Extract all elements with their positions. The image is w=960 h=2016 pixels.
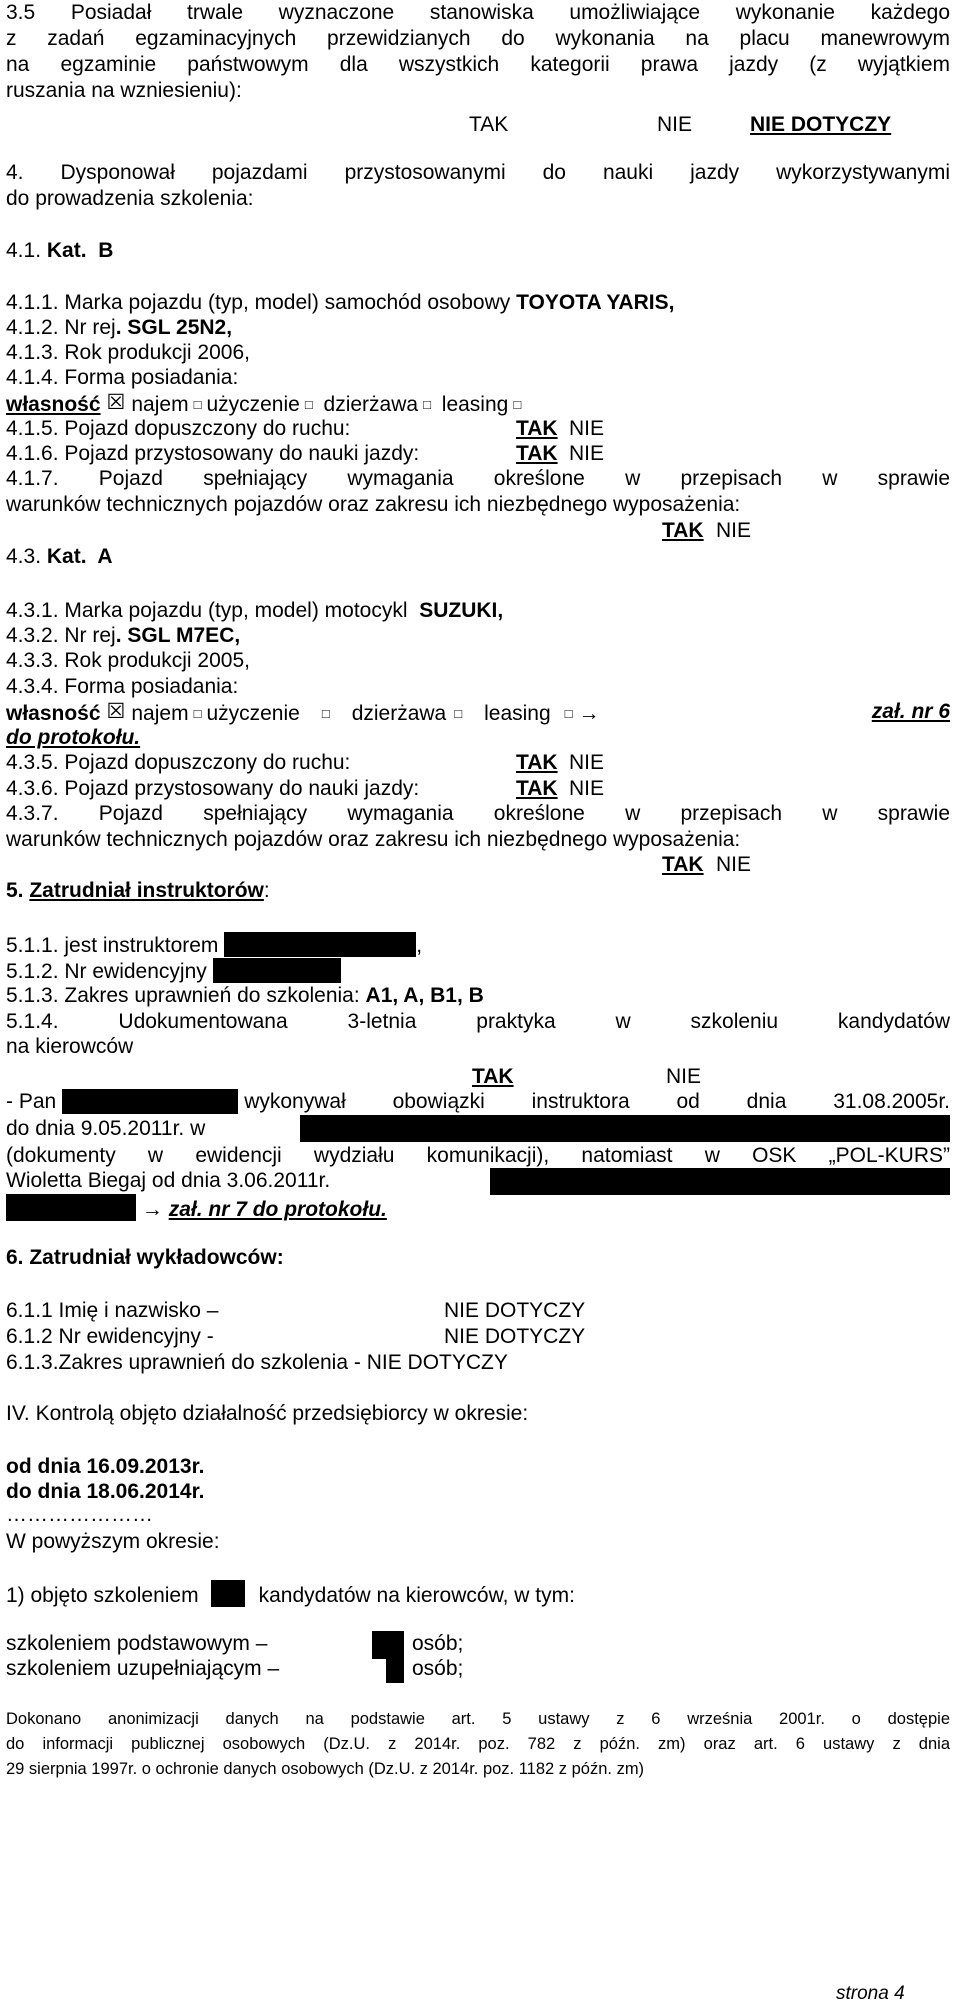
checkbox-icon: □ <box>423 397 431 412</box>
text-line: warunków technicznych pojazdów oraz zakresu ich niezbędnego wyposażenia: <box>6 493 741 516</box>
q-row <box>6 750 950 776</box>
redacted-block <box>490 1168 950 1195</box>
category-label: Kat. A <box>46 545 113 568</box>
dots: ………………… <box>6 1503 153 1526</box>
answer-tak-selected: TAK <box>662 853 704 876</box>
instructor-row: 5.1.1. jest instruktorem , <box>6 934 423 957</box>
vehicle-make <box>6 290 950 316</box>
ownership-najem: najem <box>131 702 189 725</box>
page-number: strona 4 <box>836 1983 905 2004</box>
answer-nie: NIE <box>569 777 605 800</box>
label: 4.1.2. Nr rej <box>6 316 116 339</box>
value: . SGL M7EC, <box>115 624 241 647</box>
period-to: do dnia 18.06.2014r. <box>6 1480 205 1503</box>
redacted-block <box>300 1115 950 1142</box>
q-row <box>6 776 950 802</box>
text-line: warunków technicznych pojazdów oraz zakresu ich niezbędnego wyposażenia: <box>6 828 741 851</box>
text-line: na kierowców <box>6 1035 134 1058</box>
attachment-link-cont[interactable]: do protokołu. <box>6 726 141 749</box>
checked-box-icon: ☒ <box>106 700 126 723</box>
label: 4.3.6. Pojazd przystosowany do nauki jazdy: <box>6 777 420 800</box>
label: 4.3.1. Marka pojazdu (typ, model) motocykl <box>6 599 408 622</box>
option-nie-dotyczy-selected: NIE DOTYCZY <box>750 113 892 136</box>
answer-nie: NIE <box>666 1065 702 1088</box>
option-nie: NIE <box>657 113 693 136</box>
ownership-najem: najem <box>131 393 189 416</box>
text: 1) objęto szkoleniem <box>6 1584 199 1607</box>
text-line: z zadań egzaminacyjnych przewidzianych do wykonania na placu manewrowym <box>6 27 950 50</box>
ownership-row <box>6 699 950 727</box>
footer-line: do informacji publicznej osobowych (Dz.U. z 2014r. poz. 782 z późn. zm) oraz art. 6 ustawy z dnia <box>6 1735 950 1753</box>
text-line: 5.1.4. Udokumentowana 3-letnia praktyka w szkoleniu kandydatów <box>6 1010 950 1033</box>
attachment-row <box>6 1194 950 1223</box>
ownership-uzyczenie: użyczenie <box>206 393 300 416</box>
trained-basic <box>6 1631 950 1657</box>
checkbox-icon: □ <box>564 706 573 721</box>
instructor-scope <box>6 983 950 1009</box>
num: 4.3. <box>6 545 42 568</box>
label: 6.1.2 Nr ewidencyjny - <box>6 1325 214 1348</box>
answer-tak-selected: TAK <box>516 777 558 800</box>
label: 4.1.6. Pojazd przystosowany do nauki jazdy: <box>6 442 420 465</box>
ownership-wlasnosc: własność <box>6 702 101 725</box>
checkbox-icon: □ <box>193 397 202 412</box>
text: Wioletta Biegaj od dnia 3.06.2011r. <box>6 1169 331 1192</box>
checkbox-icon: □ <box>304 397 313 412</box>
lecturer-row <box>6 1298 950 1324</box>
label: 6.1.1 Imię i nazwisko – <box>6 1299 219 1322</box>
category-label: Kat. B <box>46 239 114 262</box>
text: - Pan <box>6 1090 57 1113</box>
section-heading: IV. Kontrolą objęto działalność przedsiębiorcy w okresie: <box>6 1402 529 1425</box>
text-line <box>6 1168 950 1194</box>
value: . SGL 25N2, <box>115 316 233 339</box>
ownership-uzyczenie: użyczenie <box>206 702 300 725</box>
lecturer-row <box>6 1324 950 1350</box>
redacted-block <box>62 1089 238 1114</box>
checkbox-icon: □ <box>513 397 522 412</box>
value: A1, A, B1, B <box>365 984 484 1007</box>
value: NIE DOTYCZY <box>366 1351 508 1374</box>
value: NIE DOTYCZY <box>444 1299 586 1322</box>
unit: osób; <box>412 1632 464 1655</box>
answer-nie: NIE <box>569 417 605 440</box>
text: szkoleniem uzupełniającym – <box>6 1657 280 1680</box>
ownership-row <box>6 390 950 418</box>
checkbox-icon: □ <box>193 706 202 721</box>
redacted-block <box>224 932 416 957</box>
arrow-right-icon: → <box>578 702 600 725</box>
category-heading <box>6 238 950 264</box>
text-line: 4.3.7. Pojazd spełniający wymagania określone w przepisach w sprawie <box>6 802 950 825</box>
ownership-leasing: leasing <box>441 393 509 416</box>
text-line: 4.3.3. Rok produkcji 2005, <box>6 649 250 672</box>
text-line: 4.1.3. Rok produkcji 2006, <box>6 341 250 364</box>
ownership-leasing: leasing <box>484 702 551 725</box>
ownership-wlasnosc: własność <box>6 393 101 416</box>
value: SUZUKI, <box>419 599 504 622</box>
text-line: 4.1.7. Pojazd spełniający wymagania określone w przepisach w sprawie <box>6 467 950 490</box>
vehicle-reg <box>6 623 950 649</box>
q-row <box>6 441 950 467</box>
trained-row <box>6 1580 950 1609</box>
trained-supp <box>6 1656 950 1682</box>
footer-line: Dokonano anonimizacji danych na podstawie art. 5 ustawy z 6 września 2001r. o dostępie <box>6 1710 950 1728</box>
text-line: (dokumenty w ewidencji wydziału komunikacji), natomiast w OSK „POL-KURS” <box>6 1144 950 1167</box>
vehicle-make <box>6 598 950 624</box>
category-heading <box>6 544 950 570</box>
text-line: ruszania na wzniesieniu): <box>6 79 242 102</box>
answer-nie: NIE <box>716 519 752 542</box>
text: szkoleniem podstawowym – <box>6 1632 268 1655</box>
text-line: do prowadzenia szkolenia: <box>6 187 254 210</box>
value: TOYOTA YARIS, <box>516 291 675 314</box>
value: NIE DOTYCZY <box>444 1325 586 1348</box>
label: 5.1.1. jest instruktorem <box>6 934 219 957</box>
q-row <box>6 416 950 442</box>
label: 4.1.5. Pojazd dopuszczony do ruchu: <box>6 417 351 440</box>
text: kandydatów na kierowców, w tym: <box>258 1584 575 1607</box>
num: 4.1. <box>6 239 42 262</box>
checkbox-icon: □ <box>454 706 463 721</box>
section-heading: 6. Zatrudniał wykładowców: <box>6 1246 284 1269</box>
label: 4.1.1. Marka pojazdu (typ, model) samochód osobowy <box>6 291 511 314</box>
label: 4.3.5. Pojazd dopuszczony do ruchu: <box>6 751 351 774</box>
lecturer-row <box>6 1350 950 1376</box>
text-line: 4.3.4. Forma posiadania: <box>6 675 239 698</box>
num: 5. <box>6 879 24 902</box>
option-tak: TAK <box>469 113 509 136</box>
text-line: 3.5 Posiadał trwale wyznaczone stanowiska umożliwiające wykonanie każdego <box>6 1 950 24</box>
attachment-link[interactable]: zał. nr 7 do protokołu. <box>168 1198 387 1221</box>
redacted-block <box>372 1631 404 1659</box>
text-line: 4. Dysponował pojazdami przystosowanymi do nauki jazdy wykorzystywanymi <box>6 161 950 184</box>
text: do dnia 9.05.2011r. w <box>6 1117 206 1140</box>
period-from: od dnia 16.09.2013r. <box>6 1455 205 1478</box>
text-line <box>6 1116 950 1142</box>
text: wykonywał obowiązki instruktora od dnia 31.08.2005r. <box>244 1090 950 1113</box>
label: 6.1.3.Zakres uprawnień do szkolenia - <box>6 1351 361 1374</box>
label: 5.1.3. Zakres uprawnień do szkolenia: <box>6 984 360 1007</box>
answer-tak-selected: TAK <box>516 751 558 774</box>
redacted-block <box>213 958 341 983</box>
answer-nie: NIE <box>716 853 752 876</box>
unit: osób; <box>412 1657 464 1680</box>
text-line: na egzaminie państwowym dla wszystkich kategorii prawa jazdy (z wyjątkiem <box>6 53 950 76</box>
arrow-right-icon: → <box>141 1198 163 1221</box>
vehicle-reg <box>6 315 950 341</box>
checked-box-icon: ☒ <box>106 391 126 414</box>
answer-tak-selected: TAK <box>662 519 704 542</box>
section-heading: 5. Zatrudniał instruktorów: <box>6 879 270 902</box>
title: Zatrudniał instruktorów <box>29 879 264 902</box>
attachment-link[interactable]: zał. nr 6 <box>871 700 950 723</box>
answer-tak-selected: TAK <box>516 417 558 440</box>
answer-nie: NIE <box>569 442 605 465</box>
redacted-block <box>211 1580 245 1607</box>
answer-nie: NIE <box>569 751 605 774</box>
text-line <box>6 1089 950 1115</box>
text-line: W powyższym okresie: <box>6 1530 220 1553</box>
ownership-dzierzawa: dzierżawa <box>323 393 419 416</box>
text-line: 4.1.4. Forma posiadania: <box>6 366 239 389</box>
instructor-id <box>6 958 950 985</box>
answer-tak-selected: TAK <box>516 442 558 465</box>
checkbox-icon: □ <box>321 706 330 721</box>
ownership-dzierzawa: dzierżawa <box>351 702 447 725</box>
answer-tak-selected: TAK <box>472 1065 514 1088</box>
redacted-block <box>6 1194 136 1221</box>
label: 5.1.2. Nr ewidencyjny <box>6 960 207 983</box>
footer-line: 29 sierpnia 1997r. o ochronie danych osobowych (Dz.U. z 2014r. poz. 1182 z późn. zm) <box>6 1760 645 1778</box>
redacted-block <box>386 1656 404 1683</box>
label: 4.3.2. Nr rej <box>6 624 116 647</box>
